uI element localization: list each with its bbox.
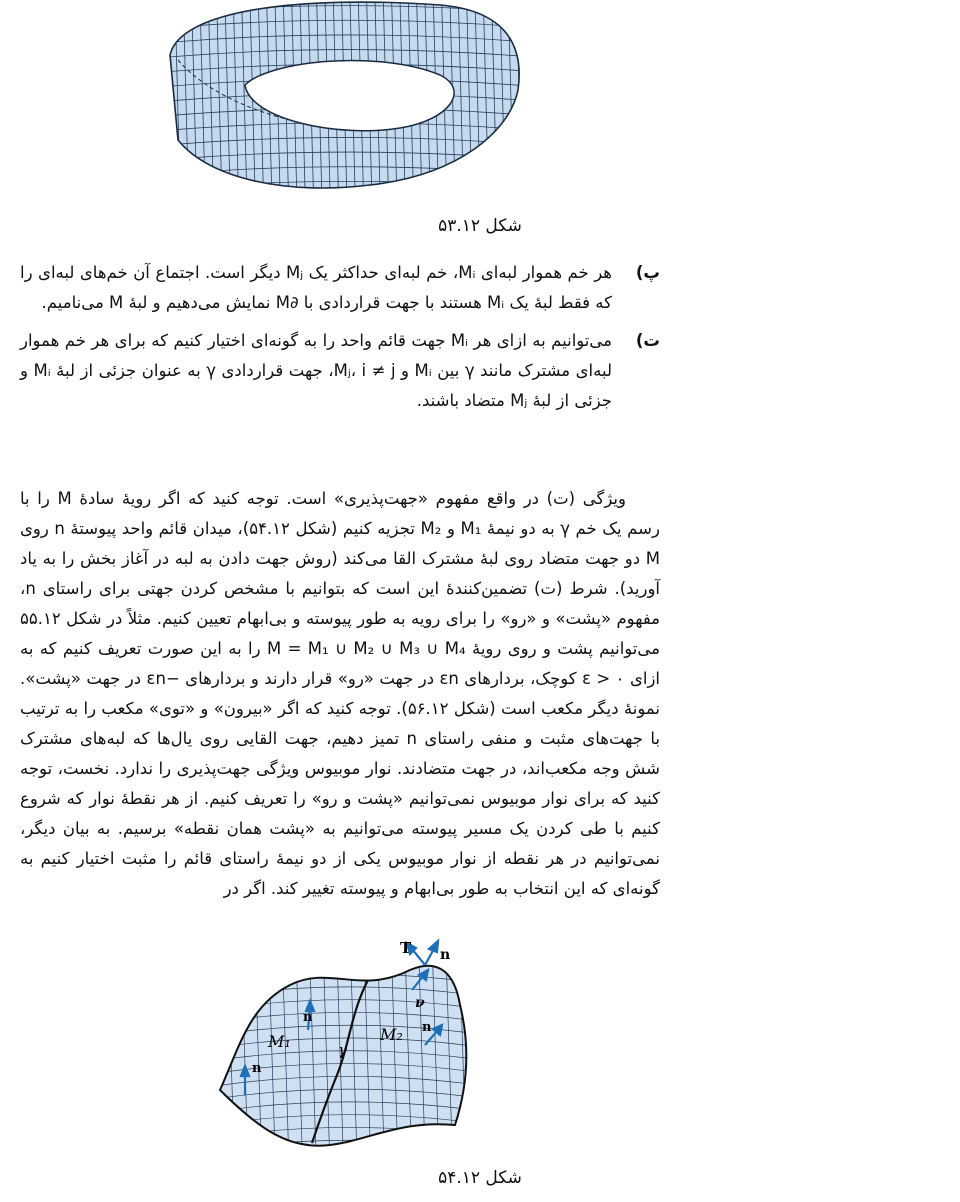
items-block — [20, 258, 660, 424]
nu-label: ν — [415, 995, 425, 1011]
region-label-M1: M₁ — [268, 1032, 291, 1051]
item-marker: ت) — [635, 331, 660, 350]
mobius-band-figure — [150, 0, 550, 205]
body-paragraph: ویژگی (ت) در واقع مفهوم «جهت‌پذیری» است. توجه کنید که اگر رویهٔ سادهٔ M را با رسم یک خم γ به دو نیمهٔ M₁ و M₂ تجزیه کنیم (شکل ۵۴.۱۲)، میدان قائم واحد پیوستهٔ n روی M دو جهت متضاد روی لبهٔ مشترک القا می‌کند (روش جهت دادن به لبه در آغاز بخش را به یاد آورید). شرط (ت) تضمین‌کنندهٔ این است که بتوانیم با مشخص کردن جهتی برای راستای n، مفهوم «پشت» و «رو» را برای رویه به طور پیوسته و بی‌ابهام تعیین کنیم. مثلاً در شکل ۵۵.۱۲ می‌توانیم پشت و روی رویهٔ M = M₁ ∪ M₂ ∪ M₃ ∪ M₄ را به این صورت تعریف کنیم که به ازای ε > ۰ کوچک، بردارهای εn در جهت «رو» قرار دارند و بردارهای −εn در جهت «پشت». نمونهٔ دیگر مکعب است (شکل ۵۶.۱۲). توجه کنید که اگر «بیرون» و «توی» مکعب را به ترتیب با جهت‌های مثبت و منفی راستای n تمیز دهیم، جهت القایی روی یال‌ها که لبه‌های مشترک شش وجه مکعب‌اند، در جهت متضادند. نوار موبیوس ویژگی جهت‌پذیری را ندارد. نخست، توجه کنید که برای نوار موبیوس نمی‌توانیم «پشت و رو» را تعریف کنیم. از هر نقطهٔ نوار که شروع کنیم با طی کردن یک مسیر پیوسته می‌توانیم به «پشت همان نقطه» برسیم. به بیان دیگر، نمی‌توانیم در هر نقطه از نوار موبیوس یکی از دو نیمهٔ راستای قائم را مثبت اختیار کنیم به گونه‌ای که این انتخاب به طور بی‌ابهام و پیوسته تغییر کند. اگر در — [20, 489, 661, 898]
list-item-pe — [20, 258, 660, 318]
surface-split-figure — [200, 935, 500, 1165]
figure-caption-53: شکل ۵۳.۱۲ — [438, 216, 522, 236]
region-label-M2: M₂ — [380, 1025, 403, 1044]
body-paragraph-block — [20, 484, 660, 904]
tangent-label-T: T — [400, 939, 412, 957]
normal-label-mid: n — [303, 1010, 313, 1025]
curve-label-gamma: γ — [338, 1041, 347, 1059]
normal-label-left: n — [252, 1061, 262, 1076]
list-item-te — [20, 326, 660, 416]
item-text: می‌توانیم به ازای هر Mᵢ جهت قائم واحد را به گونه‌ای اختیار کنیم که برای هر خم هموار لبه‌ای مشترک مانند γ بین Mᵢ و Mⱼ، i ≠ j، جهت قراردادی γ به عنوان جزئی از لبهٔ Mᵢ و جزئی از لبهٔ Mⱼ متضاد باشند. — [20, 331, 612, 410]
item-marker: پ) — [635, 263, 660, 282]
normal-label-top: n — [440, 947, 451, 963]
item-text: هر خم هموار لبه‌ای Mᵢ، خم لبه‌ای حداکثر یک Mⱼ دیگر است. اجتماع آن خم‌های لبه‌ای را که فقط لبهٔ یک Mᵢ هستند با جهت قراردادی با ∂M نمایش می‌دهیم و لبهٔ M می‌نامیم. — [20, 263, 612, 312]
normal-label-right: n — [422, 1020, 432, 1035]
figure-caption-54: شکل ۵۴.۱۲ — [438, 1168, 522, 1188]
